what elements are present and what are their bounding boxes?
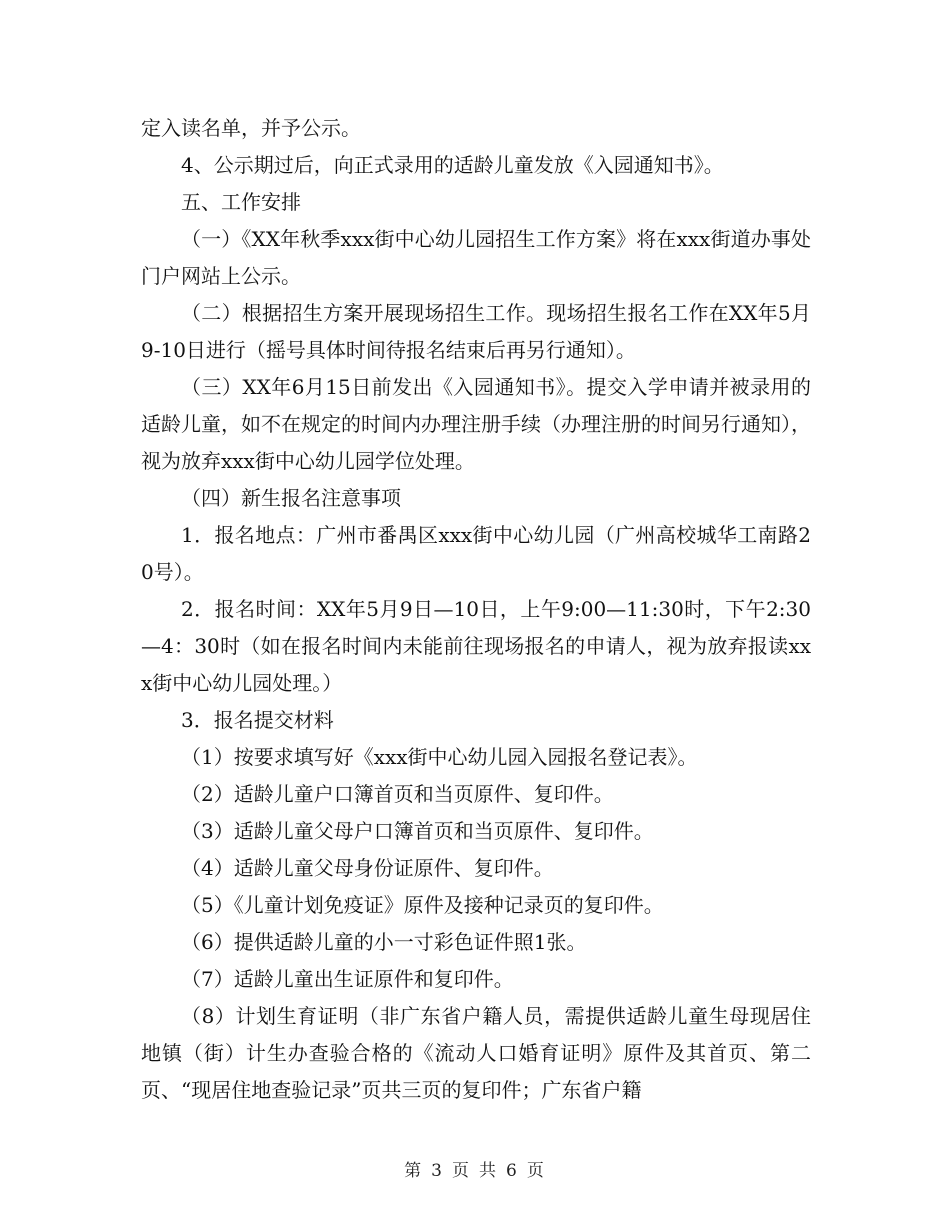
list-item: （7）适龄儿童出生证原件和复印件。 [181, 967, 514, 991]
subsection-heading: （四）新生报名注意事项 [181, 486, 401, 510]
paragraph: 4、公示期过后，向正式录用的适龄儿童发放《入园通知书》。 [181, 153, 724, 177]
total-pages-number: 6 [506, 1161, 519, 1181]
footer-label-total: 共 [479, 1161, 498, 1181]
list-item: （8）计划生育证明（非广东省户籍人员，需提供适龄儿童生母现居住地镇（街）计生办查验合格的《流动人口婚育证明》原件及其首页、第二页、“现居住地查验记录”页共三页的复印件；广东省户籍 [141, 1004, 811, 1102]
subsection-heading: 3．报名提交材料 [181, 708, 334, 732]
page-footer [0, 1156, 950, 1181]
document-body [141, 110, 811, 1109]
list-item: （1）按要求填写好《xxx街中心幼儿园入园报名登记表》。 [181, 745, 698, 769]
footer-label-pages: 页 [526, 1161, 546, 1181]
paragraph: 定入读名单，并予公示。 [141, 116, 361, 140]
list-item: （6）提供适龄儿童的小一寸彩色证件照1张。 [181, 930, 587, 954]
list-item: （4）适龄儿童父母身份证原件、复印件。 [181, 856, 554, 880]
footer-label-of-page: 页 [452, 1161, 471, 1181]
paragraph: （二）根据招生方案开展现场招生工作。现场招生报名工作在XX年5月9-10日进行（摇号具体时间待报名结束后再另行通知）。 [141, 301, 811, 362]
list-item: （5）《儿童计划免疫证》原件及接种记录页的复印件。 [181, 893, 664, 917]
current-page-number: 3 [431, 1161, 444, 1181]
list-item: （2）适龄儿童户口簿首页和当页原件、复印件。 [181, 782, 614, 806]
list-item: （3）适龄儿童父母户口簿首页和当页原件、复印件。 [181, 819, 654, 843]
section-heading: 五、工作安排 [181, 190, 301, 214]
paragraph: 1．报名地点：广州市番禺区xxx街中心幼儿园（广州高校城华工南路20号）。 [141, 523, 811, 584]
paragraph: （三）XX年6月15日前发出《入园通知书》。提交入学申请并被录用的适龄儿童，如不在规定的时间内办理注册手续（办理注册的时间另行通知），视为放弃xxx街中心幼儿园学位处理。 [141, 375, 811, 473]
footer-label-page: 第 [404, 1161, 424, 1181]
paragraph: （一）《XX年秋季xxx街中心幼儿园招生工作方案》将在xxx街道办事处门户网站上公示。 [141, 227, 811, 288]
paragraph: 2．报名时间：XX年5月9日—10日，上午9:00—11:30时，下午2:30—4：30时（如在报名时间内未能前往现场报名的申请人，视为放弃报读xxx街中心幼儿园处理。） [141, 597, 811, 695]
